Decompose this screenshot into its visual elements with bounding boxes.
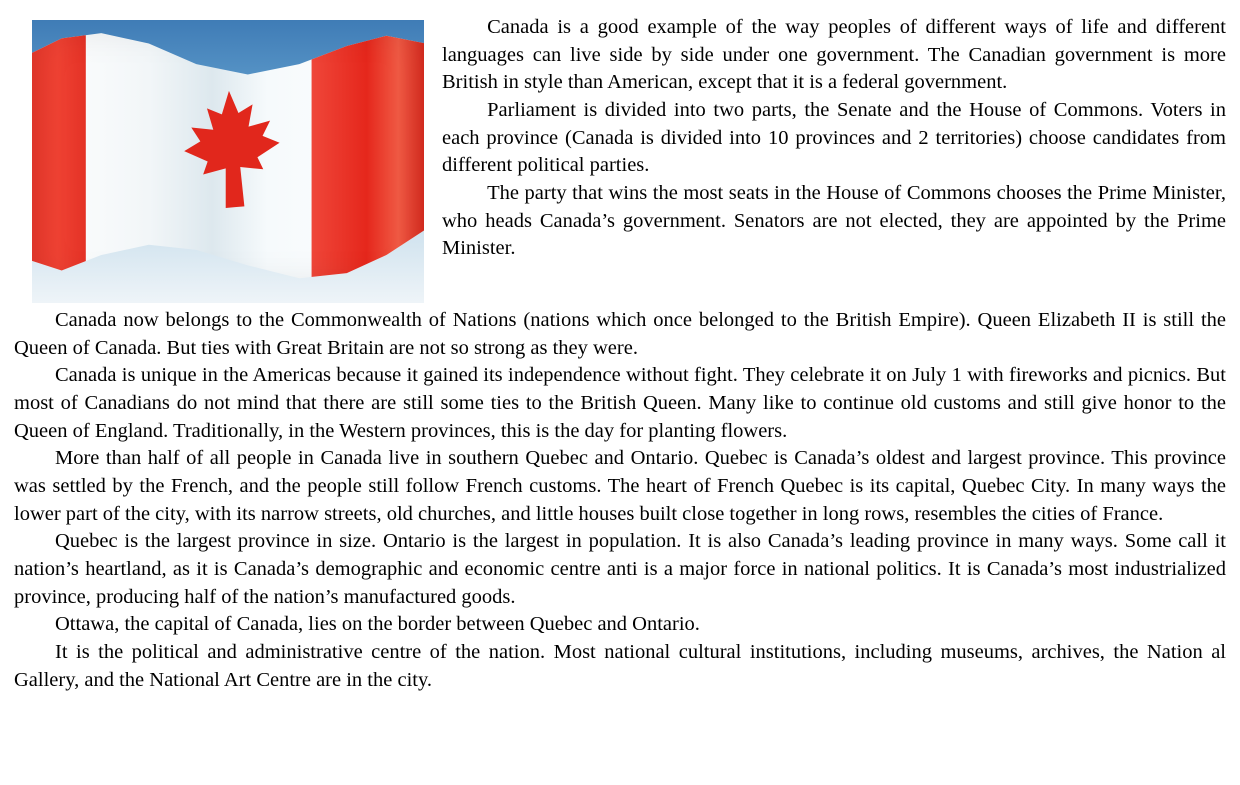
- paragraph: It is the political and administrative centre of the nation. Most national cultural institutions, including museums, archives, the Nation al Gallery, and the National Art Centre are in the city.: [14, 641, 1226, 691]
- paragraph: Canada now belongs to the Commonwealth of Nations (nations which once belonged to the British Empire). Queen Elizabeth II is still the Queen of Canada. But ties with Great Britain are not so strong as they were.: [14, 309, 1226, 359]
- paragraph: Quebec is the largest province in size. Ontario is the largest in population. It is also Canada’s leading province in many ways. Some call it nation’s heartland, as it is Canada’s demographic and economic centre anti is a major force in national politics. It is Canada’s most industrialized province, producing half of the nation’s manufactured goods.: [14, 530, 1226, 608]
- paragraph: Ottawa, the capital of Canada, lies on the border between Quebec and Ontario.: [55, 613, 700, 636]
- paragraph: Parliament is divided into two parts, the Senate and the House of Commons. Voters in each province (Canada is divided into 10 provinces and 2 territories) choose candidates from different political parties.: [442, 99, 1226, 177]
- paragraph: More than half of all people in Canada live in southern Quebec and Ontario. Quebec is Canada’s oldest and largest province. This province was settled by the French, and the people still follow French customs. The heart of French Quebec is its capital, Quebec City. In many ways the lower part of the city, with its narrow streets, old churches, and little houses built close together in long rows, resembles the cities of France.: [14, 447, 1226, 525]
- maple-leaf-icon: [177, 82, 287, 217]
- paragraph: The party that wins the most seats in the House of Commons chooses the Prime Minister, who heads Canada’s government. Senators are not elected, they are appointed by the Prime Minister.: [442, 182, 1226, 260]
- canadian-flag-photo: [32, 20, 424, 303]
- paragraph: Canada is unique in the Americas because it gained its independence without fight. They celebrate it on July 1 with fireworks and picnics. But most of Canadians do not mind that there are still some ties to the British Queen. Many like to continue old customs and still give honor to the Queen of England. Traditionally, in the Western provinces, this is the day for planting flowers.: [14, 364, 1226, 442]
- paragraph: Canada is a good example of the way peoples of different ways of life and different languages can live side by side under one government. The Canadian government is more British in style than American, except that it is a federal government.: [442, 16, 1226, 94]
